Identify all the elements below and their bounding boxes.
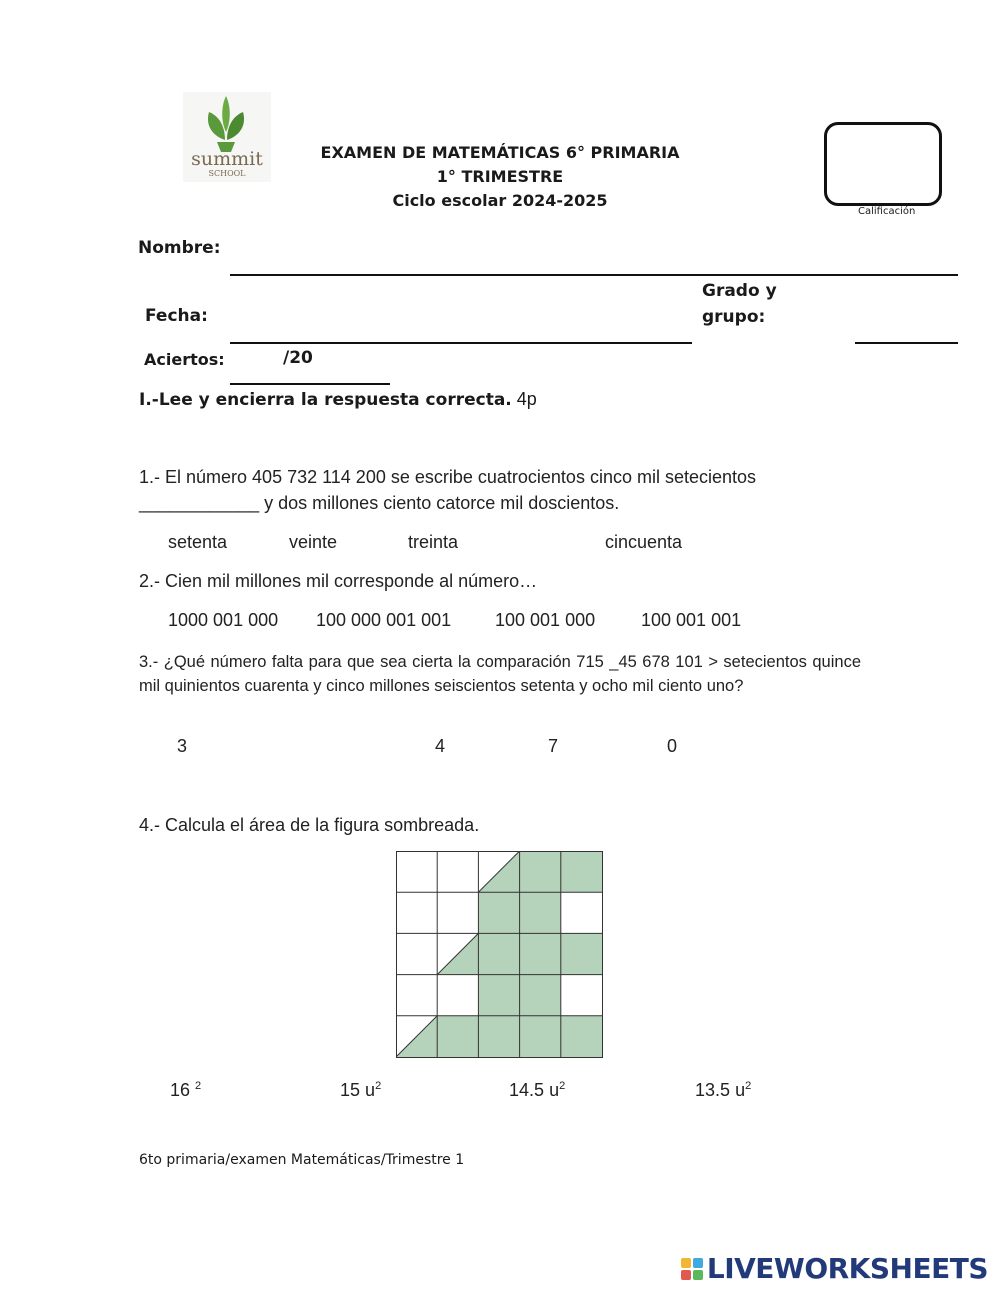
svg-text:SCHOOL: SCHOOL [208, 169, 246, 178]
q4-option-d-exp: 2 [745, 1080, 752, 1092]
exam-title: EXAMEN DE MATEMÁTICAS 6° PRIMARIA [320, 143, 680, 162]
q4-option-a[interactable] [170, 1080, 201, 1101]
q4-option-b-value: 15 [340, 1080, 361, 1100]
q2-option-c[interactable]: 100 001 000 [495, 610, 596, 630]
q2-option-d[interactable]: 100 001 001 [641, 610, 742, 630]
q1-option-b[interactable]: veinte [289, 532, 338, 552]
question-2: 2.- Cien mil millones mil corresponde al número… [139, 571, 538, 591]
question-1-line-1: 1.- El número 405 732 114 200 se escribe cuatrocientos cinco mil setecientos [139, 467, 757, 487]
exam-school-year: Ciclo escolar 2024-2025 [392, 191, 608, 210]
exam-term: 1° TRIMESTRE [436, 167, 564, 186]
q4-option-a-value: 16 [170, 1080, 191, 1100]
q3-option-c[interactable]: 7 [548, 736, 559, 756]
section-title: I.-Lee y encierra la respuesta correcta. [139, 390, 512, 410]
q4-option-d-unit: u [735, 1080, 746, 1100]
grade-group-label-1: Grado y [702, 281, 777, 301]
name-label: Nombre: [138, 238, 221, 258]
grade-group-label-2: grupo: [702, 307, 766, 327]
q4-option-c[interactable] [509, 1080, 565, 1101]
q4-option-b-exp: 2 [375, 1080, 382, 1092]
q3-option-d[interactable]: 0 [667, 736, 678, 756]
svg-text:summit: summit [191, 148, 263, 170]
q3-option-b[interactable]: 4 [435, 736, 446, 756]
q1-option-d[interactable]: cincuenta [605, 532, 683, 552]
question-4: 4.- Calcula el área de la figura sombreada. [139, 815, 480, 835]
question-1-blank: ____________ [139, 493, 260, 513]
date-field[interactable] [230, 342, 692, 344]
score-total: /20 [283, 348, 313, 368]
q4-option-b[interactable] [340, 1080, 381, 1101]
score-field[interactable] [230, 383, 390, 385]
liveworksheets-brand [681, 1252, 988, 1285]
section-points: 4p [516, 389, 537, 409]
question-3: 3.- ¿Qué número falta para que sea cierta la comparación 715 _45 678 101 > setecientos quince mil quinientos cuarenta y cinco millones seiscientos setenta y ocho mil ciento uno? [139, 653, 861, 695]
q1-option-a[interactable]: setenta [168, 532, 228, 552]
page-footer: 6to primaria/examen Matemáticas/Trimestre 1 [139, 1152, 465, 1168]
grade-label: Calificación [858, 206, 916, 217]
name-field[interactable] [230, 274, 958, 276]
q1-option-c[interactable]: treinta [408, 532, 459, 552]
grade-box[interactable] [824, 122, 942, 206]
question-1-rest: y dos millones ciento catorce mil doscientos. [259, 493, 620, 513]
q3-option-a[interactable]: 3 [177, 736, 188, 756]
q4-option-b-unit: u [365, 1080, 376, 1100]
q4-option-c-value: 14.5 [509, 1080, 545, 1100]
brand-text: LIVEWORKSHEETS [706, 1252, 988, 1285]
q4-option-c-unit: u [549, 1080, 560, 1100]
grade-group-field[interactable] [855, 342, 958, 344]
q4-option-c-exp: 2 [559, 1080, 566, 1092]
q4-option-a-exp: 2 [195, 1080, 202, 1092]
q4-option-d-value: 13.5 [695, 1080, 731, 1100]
correct-answers-label: Aciertos: [144, 350, 225, 369]
question-1-line-2 [139, 493, 869, 514]
q2-option-a[interactable]: 1000 001 000 [168, 610, 279, 630]
q4-option-d[interactable] [695, 1080, 751, 1101]
shaded-figure-grid [396, 851, 604, 1059]
liveworksheets-logo-icon [681, 1258, 703, 1280]
leaf-icon [183, 92, 271, 182]
school-logo [183, 92, 271, 182]
section-heading [139, 389, 537, 410]
date-label: Fecha: [145, 306, 208, 326]
q2-option-b[interactable]: 100 000 001 001 [316, 610, 452, 630]
